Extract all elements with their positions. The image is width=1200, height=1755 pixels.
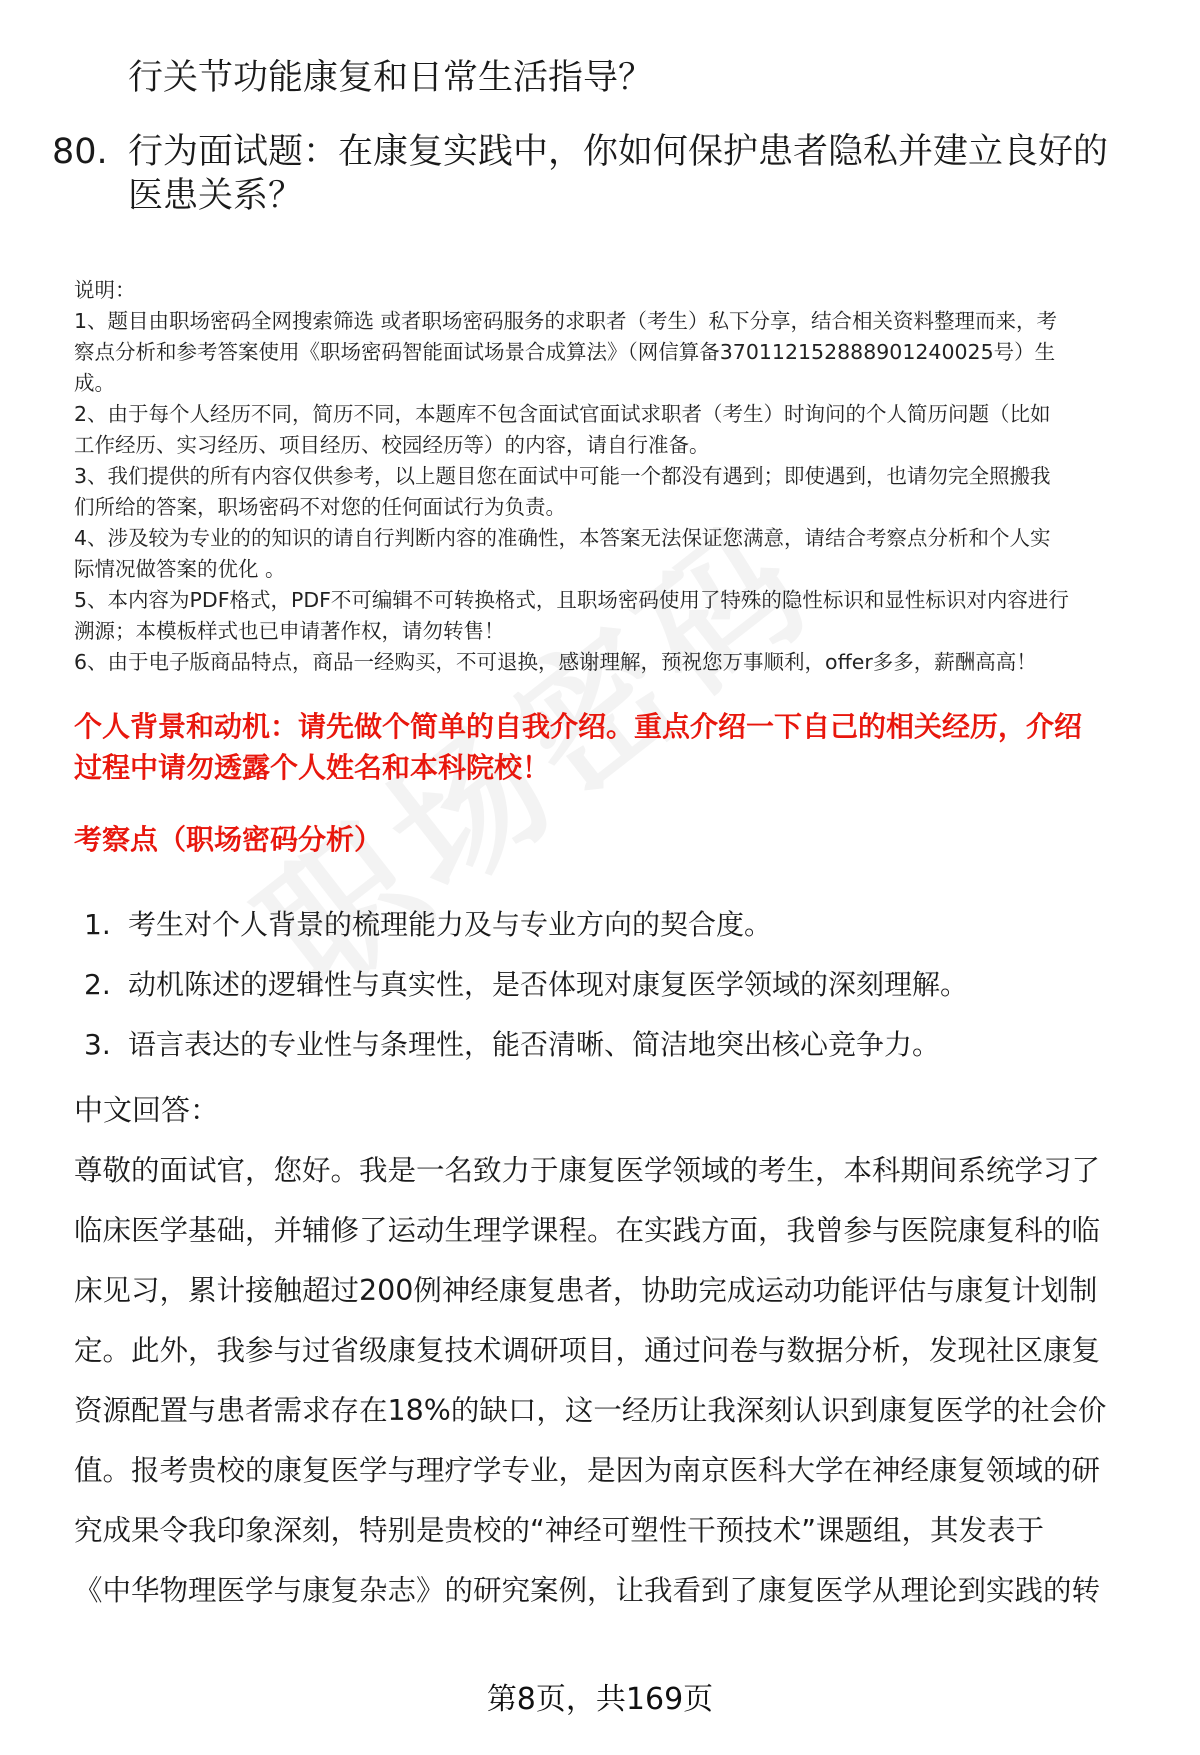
notes-line: 3、我们提供的所有内容仅供参考，以上题目您在面试中可能一个都没有遇到；即使遇到，也请勿完全照搬我	[74, 464, 1051, 488]
notes-line: 6、由于电子版商品特点，商品一经购买，不可退换，感谢理解，预祝您万事顺利，offer多多，薪酬高高！	[74, 650, 1037, 674]
notes-line: 成。	[74, 371, 115, 395]
section-heading-line-2: 过程中请勿透露个人姓名和本科院校！	[74, 751, 551, 784]
section-heading	[74, 706, 1154, 788]
question-text-line-2: 医患关系？	[128, 176, 304, 216]
answer-line: 床见习，累计接触超过200例神经康复患者，协助完成运动功能评估与康复计划制	[74, 1274, 1098, 1307]
notes-line: 工作经历、实习经历、项目经历、校园经历等）的内容，请自行准备。	[74, 433, 710, 457]
question-continuation: 行关节功能康复和日常生活指导？	[128, 58, 654, 98]
notes-block	[74, 275, 1164, 678]
answer-line: 《中华物理医学与康复杂志》的研究案例，让我看到了康复医学从理论到实践的转	[74, 1574, 1101, 1607]
answer-line: 究成果令我印象深刻，特别是贵校的“神经可塑性干预技术”课题组，其发表于	[74, 1514, 1045, 1547]
notes-line: 际情况做答案的优化 。	[74, 557, 286, 581]
answer-line: 资源配置与患者需求存在18%的缺口，这一经历让我深刻认识到康复医学的社会价	[74, 1394, 1107, 1427]
answer-body	[74, 1141, 1154, 1621]
list-item	[84, 895, 968, 955]
notes-line: 2、由于每个人经历不同，简历不同，本题库不包含面试官面试求职者（考生）时询问的个人简历问题（比如	[74, 402, 1051, 426]
question-text-line-1: 行为面试题：在康复实践中，你如何保护患者隐私并建立良好的	[128, 132, 1109, 172]
question-number: 80.	[52, 132, 108, 172]
notes-line: 说明：	[74, 278, 136, 302]
list-item-text: 语言表达的专业性与条理性，能否清晰、简洁地突出核心竞争力。	[128, 1028, 941, 1061]
answer-line: 临床医学基础，并辅修了运动生理学课程。在实践方面，我曾参与医院康复科的临	[74, 1214, 1101, 1247]
notes-line: 5、本内容为PDF格式，PDF不可编辑不可转换格式，且职场密码使用了特殊的隐性标识和显性标识对内容进行	[74, 588, 1069, 612]
list-item-number: 2.	[84, 968, 111, 1001]
assessment-title: 考察点（职场密码分析）	[74, 823, 383, 856]
list-item-text: 考生对个人背景的梳理能力及与专业方向的契合度。	[128, 908, 773, 941]
answer-line: 定。此外，我参与过省级康复技术调研项目，通过问卷与数据分析，发现社区康复	[74, 1334, 1101, 1367]
notes-line: 溯源；本模板样式也已申请著作权，请勿转售！	[74, 619, 505, 643]
assessment-points-list	[84, 895, 968, 1075]
notes-line: 4、涉及较为专业的的知识的请自行判断内容的准确性，本答案无法保证您满意，请结合考察点分析和个人实	[74, 526, 1051, 550]
section-heading-line-1: 个人背景和动机：请先做个简单的自我介绍。重点介绍一下自己的相关经历，介绍	[74, 710, 1083, 743]
list-item	[84, 955, 968, 1015]
list-item	[84, 1015, 968, 1075]
page-number: 第8页，共169页	[486, 1682, 714, 1717]
list-item-number: 3.	[84, 1028, 111, 1061]
notes-line: 1、题目由职场密码全网搜索筛选 或者职场密码服务的求职者（考生）私下分享，结合相关资料整理而来，考	[74, 309, 1058, 333]
list-item-text: 动机陈述的逻辑性与真实性，是否体现对康复医学领域的深刻理解。	[128, 968, 969, 1001]
answer-label: 中文回答：	[74, 1093, 220, 1127]
notes-line: 们所给的答案，职场密码不对您的任何面试行为负责。	[74, 495, 566, 519]
notes-line: 察点分析和参考答案使用《职场密码智能面试场景合成算法》（网信算备370112152888901240025号）生	[74, 340, 1056, 364]
list-item-number: 1.	[84, 908, 111, 941]
answer-line: 尊敬的面试官，您好。我是一名致力于康复医学领域的考生，本科期间系统学习了	[74, 1154, 1101, 1187]
answer-line: 值。报考贵校的康复医学与理疗学专业，是因为南京医科大学在神经康复领域的研	[74, 1454, 1101, 1487]
